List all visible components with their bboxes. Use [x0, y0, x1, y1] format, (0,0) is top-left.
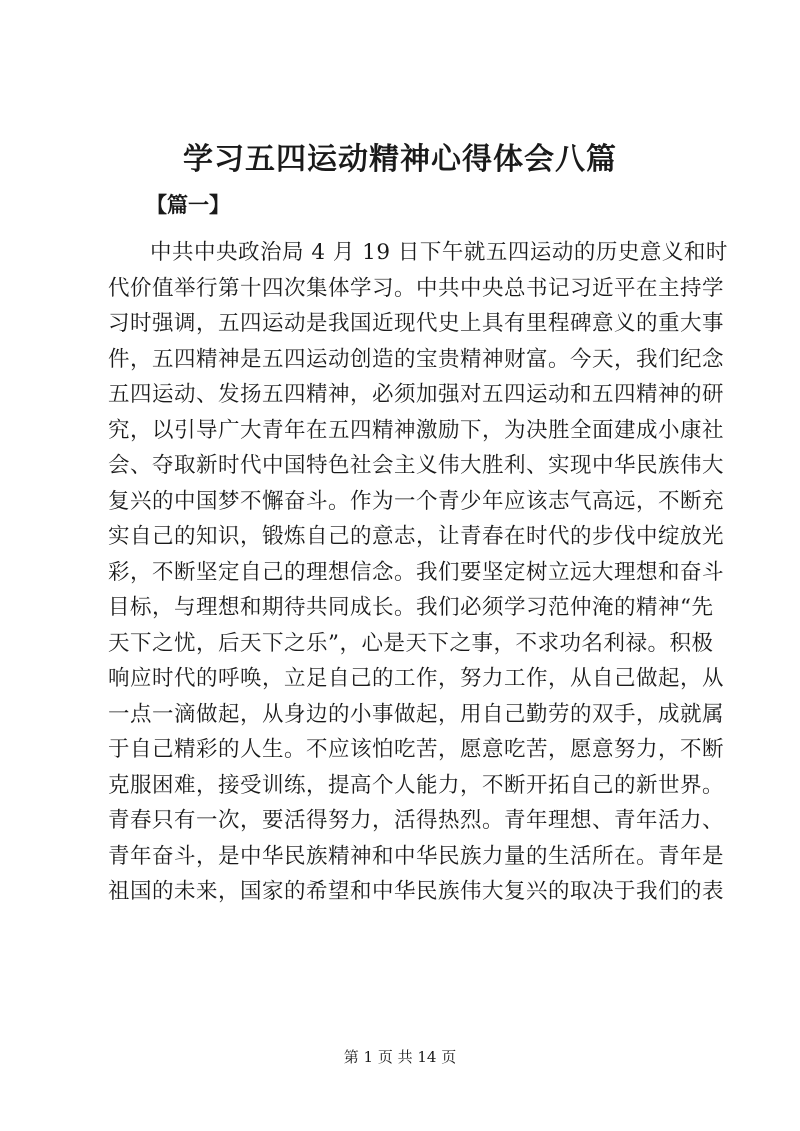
text-line: 祖国的未来，国家的希望和中华民族伟大复兴的取决于我们的表	[108, 879, 725, 904]
text-line: 目标，与理想和期待共同成长。我们必须学习范仲淹的精神“先	[108, 595, 714, 620]
text-line: 中共中央政治局 4 月 19 日下午就五四运动的历史意义和时	[150, 240, 728, 265]
text-line: 件，五四精神是五四运动创造的宝贵精神财富。今天，我们纪念	[108, 346, 725, 372]
text-line: 一点一滴做起，从身边的小事做起，用自己勤劳的双手，成就属	[108, 701, 725, 727]
text-line: 彩，不断坚定自己的理想信念。我们要坚定树立远大理想和奋斗	[108, 559, 725, 585]
text-line: 响应时代的呼唤，立足自己的工作，努力工作，从自己做起，从	[108, 666, 725, 691]
text-line: 会、夺取新时代中国特色社会主义伟大胜利、实现中华民族伟大	[108, 453, 725, 478]
text-line: 究，以引导广大青年在五四精神激励下，为决胜全面建成小康社	[108, 417, 725, 443]
text-line: 五四运动、发扬五四精神，必须加强对五四运动和五四精神的研	[108, 382, 725, 407]
text-line: 实自己的知识，锻炼自己的意志，让青春在时代的步伐中绽放光	[108, 524, 725, 549]
page-number-footer: 第 1 页 共 14 页	[343, 1048, 457, 1066]
text-line: 克服困难，接受训练，提高个人能力，不断开拓自己的新世界。	[108, 772, 725, 798]
section-label: 【篇一】	[146, 192, 230, 217]
text-line: 天下之忧，后天下之乐”，心是天下之事，不求功名利禄。积极	[108, 630, 714, 656]
text-line: 代价值举行第十四次集体学习。中共中央总书记习近平在主持学	[108, 275, 725, 301]
document-title: 学习五四运动精神心得体会八篇	[183, 142, 617, 177]
text-line: 习时强调，五四运动是我国近现代史上具有里程碑意义的重大事	[108, 311, 725, 336]
body-paragraph	[108, 235, 728, 910]
text-line: 青春只有一次，要活得努力，活得热烈。青年理想、青年活力、	[108, 808, 725, 833]
text-line: 复兴的中国梦不懈奋斗。作为一个青少年应该志气高远，不断充	[108, 488, 725, 514]
text-line: 于自己精彩的人生。不应该怕吃苦，愿意吃苦，愿意努力，不断	[108, 737, 725, 762]
text-line: 青年奋斗，是中华民族精神和中华民族力量的生活所在。青年是	[108, 843, 725, 869]
